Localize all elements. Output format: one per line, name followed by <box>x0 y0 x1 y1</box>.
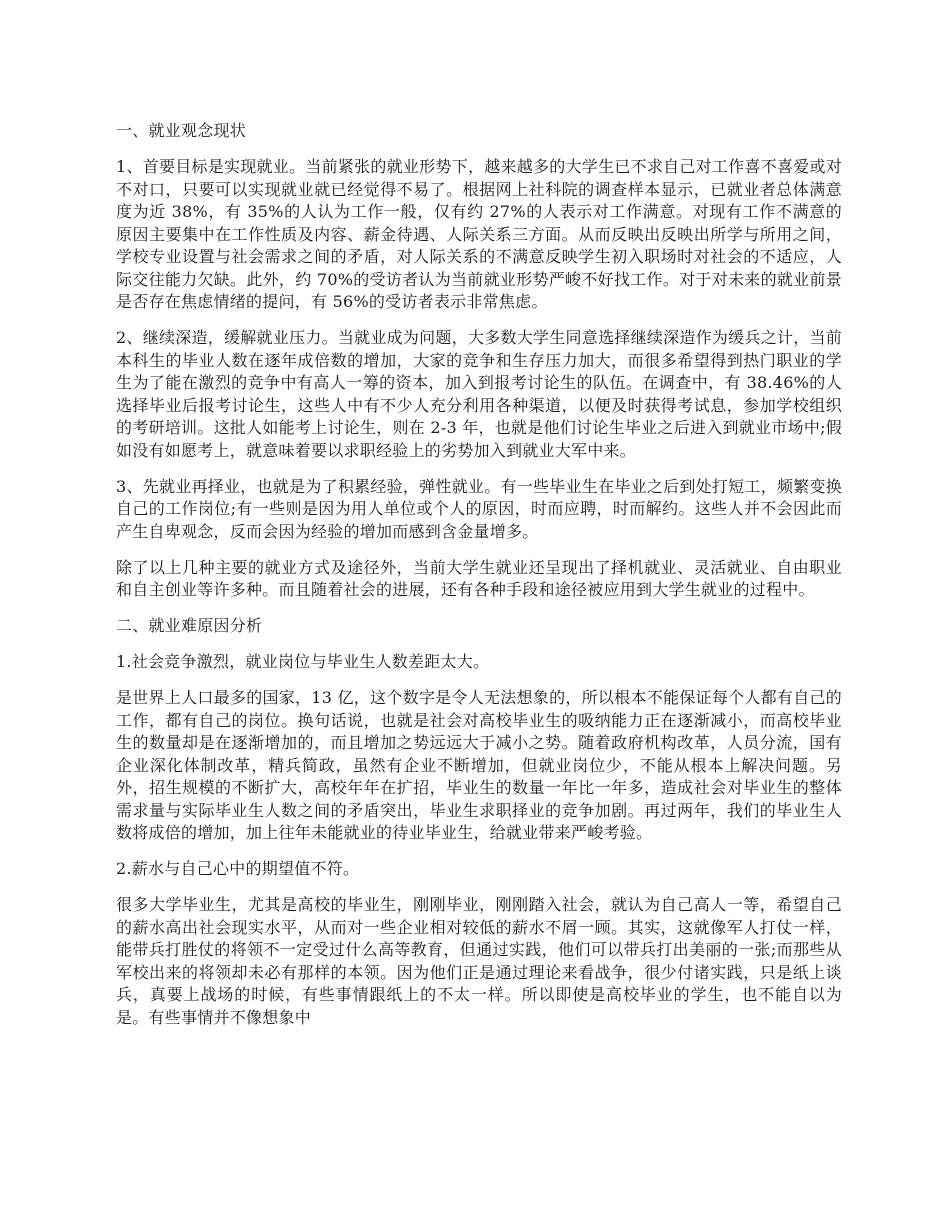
body-paragraph: 1、首要目标是实现就业。当前紧张的就业形势下，越来越多的大学生已不求自己对工作喜不喜爱或对不对口，只要可以实现就业就已经觉得不易了。根据网上社科院的调查样本显示，已就业者总体满意度为近 38%，有 35%的人认为工作一般，仅有约 27%的人表示对工作满意。对现有工作不满意的原因主要集中在工作性质及内容、薪金待遇、人际关系三方面。从而反映出反映出所学与所用之间，学校专业设置与社会需求之间的矛盾，对人际关系的不满意反映学生初入职场时对社会的不适应，人际交往能力欠缺。此外，约 70%的受访者认为当前就业形势严峻不好找工作。对于对未来的就业前景是否存在焦虑情绪的提问，有 56%的受访者表示非常焦虑。 <box>116 157 842 311</box>
subsection-heading: 1.社会竞争激烈，就业岗位与毕业生人数差距太大。 <box>116 652 490 671</box>
body-paragraph: 3、先就业再择业，也就是为了积累经验，弹性就业。有一些毕业生在毕业之后到处打短工，频繁变换自己的工作岗位;有一些则是因为用人单位或个人的原因，时而应聘，时而解约。这些人并不会因此而产生自卑观念，反而会因为经验的增加而感到含金量增多。 <box>116 476 842 541</box>
body-paragraph: 很多大学毕业生，尤其是高校的毕业生，刚刚毕业，刚刚踏入社会，就认为自己高人一等，希望自己的薪水高出社会现实水平，从而对一些企业相对较低的薪水不屑一顾。其实，这就像军人打仗一样，能带兵打胜仗的将领不一定受过什么高等教育，但通过实践，他们可以带兵打出美丽的一张;而那些从军校出来的将领却未必有那样的本领。因为他们正是通过理论来看战争，很少付诸实践，只是纸上谈兵，真要上战场的时候，有些事情跟纸上的不太一样。所以即使是高校毕业的学生，也不能自以为是。有些事情并不像想象中 <box>116 895 842 1027</box>
subsection-heading: 2.薪水与自己心中的期望值不符。 <box>116 859 360 878</box>
body-paragraph: 除了以上几种主要的就业方式及途径外，当前大学生就业还呈现出了择机就业、灵活就业、自由职业和自主创业等许多种。而且随着社会的进展，还有各种手段和途径被应用到大学生就业的过程中。 <box>116 557 842 599</box>
body-paragraph: 2、继续深造，缓解就业压力。当就业成为问题，大多数大学生同意选择继续深造作为缓兵之计，当前本科生的毕业人数在逐年成倍数的增加，大家的竞争和生存压力加大，而很多希望得到热门职业的学生为了能在激烈的竞争中有高人一筹的资本，加入到报考讨论生的队伍。在调查中，有 38.46%的人选择毕业后报考讨论生，这些人中有不少人充分利用各种渠道，以便及时获得考试息，参加学校组织的考研培训。这批人如能考上讨论生，则在 2-3 年，也就是他们讨论生毕业之后进入到就业市场中;假如没有如愿考上，就意味着要以求职经验上的劣势加入到就业大军中来。 <box>116 328 842 460</box>
document-body <box>116 120 842 1043</box>
section-heading: 二、就业难原因分析 <box>116 616 263 635</box>
section-heading: 一、就业观念现状 <box>116 121 247 140</box>
body-paragraph: 是世界上人口最多的国家，13 亿，这个数字是令人无法想象的，所以根本不能保证每个人都有自己的工作，都有自己的岗位。换句话说，也就是社会对高校毕业生的吸纳能力正在逐渐减小，而高校毕业生的数量却是在逐渐增加的，而且增加之势远远大于减小之势。随着政府机构改革，人员分流，国有企业深化体制改革，精兵简政，虽然有企业不断增加，但就业岗位少，不能从根本上解决问题。另外，招生规模的不断扩大，高校年年在扩招，毕业生的数量一年比一年多，造成社会对毕业生的整体需求量与实际毕业生人数之间的矛盾突出，毕业生求职择业的竞争加剧。再过两年，我们的毕业生人数将成倍的增加，加上往年未能就业的待业毕业生，给就业带来严峻考验。 <box>116 688 842 842</box>
